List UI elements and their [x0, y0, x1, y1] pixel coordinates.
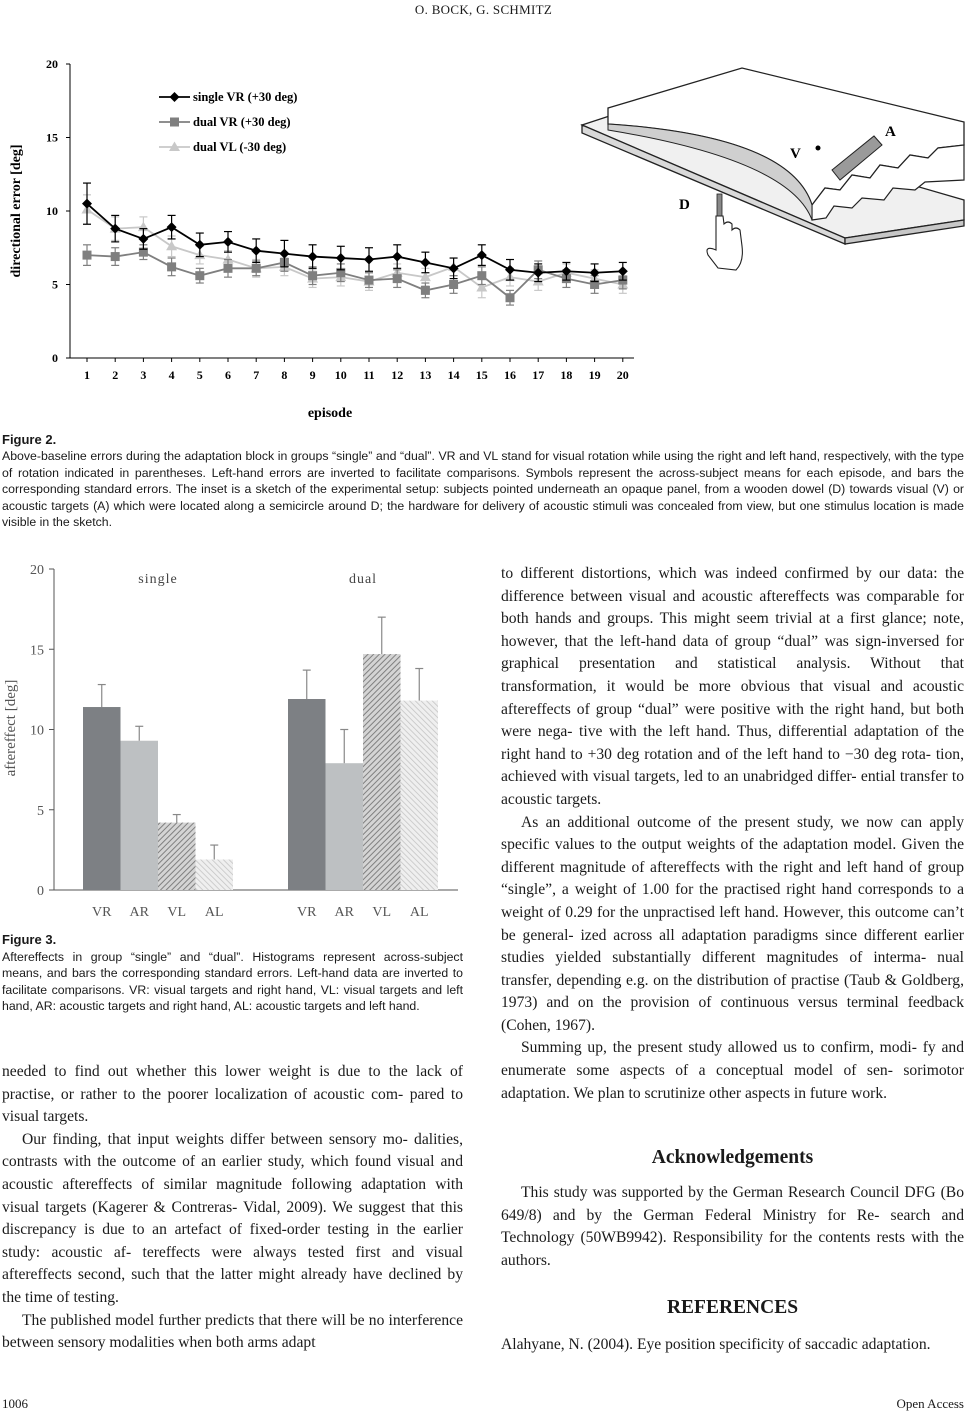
data-point — [167, 262, 176, 271]
reference-entry: Alahyane, N. (2004). Eye position specificity of saccadic adaptation. — [501, 1336, 931, 1353]
figure-2-caption-text: Above-baseline errors during the adaptation block in groups “single” and “dual”. VR and VL stand for visual rotation while using the right and left hand, respectively, with the type of rotation indicated in parentheses. Left-hand errors are inverted to facilitate comparisons. Symbols represent the across-subject means for each episode, and bars the corresponding standard errors. The inset is a sketch of the experimental setup: subjects pointed underneath an opaque panel, from a wooden dowel (D) towards visual (V) or acoustic targets (A) which were located along a semicircle around D; the hardware for delivery of acoustic stimuli was concealed from view, but one stimulus location is made visible in the sketch. — [2, 449, 964, 530]
legend-marker — [170, 92, 180, 102]
footer-open-access: Open Access — [896, 1396, 964, 1411]
bar — [196, 860, 234, 890]
figure-2 — [0, 40, 967, 425]
figure-2-caption-title: Figure 2. — [2, 432, 57, 447]
x-tick-label: 15 — [475, 368, 488, 382]
x-tick-label: 11 — [363, 368, 375, 382]
sketch-label-v: V — [790, 146, 801, 162]
figure-3-caption-text: Aftereffects in group “single” and “dual”. Histograms represent across-subject means, and bars the corresponding standard errors. Left-hand data are inverted to facilitate comparisons. VR: visual targets and right hand, VL: visual targets and left hand, AR: acoustic targets and right hand, AL: acoustic targets and left hand. — [2, 949, 463, 1014]
sketch-label-d: D — [679, 197, 690, 213]
x-tick-label: 16 — [504, 368, 516, 382]
data-point — [111, 252, 120, 261]
sketch-hand — [707, 216, 742, 270]
sketch-dowel — [717, 194, 722, 216]
x-tick-label: 8 — [281, 368, 288, 382]
data-point — [195, 271, 204, 280]
y-axis-label: directional error [deg] — [9, 144, 24, 278]
references-heading: REFERENCES — [666, 1297, 799, 1318]
bar — [288, 699, 326, 890]
data-point — [420, 257, 430, 267]
figure-2-caption — [2, 432, 964, 530]
data-point — [223, 237, 233, 247]
figure-3 — [0, 552, 480, 932]
paragraph: As an additional outcome of the present study, we now can apply specific values to the output weights of the adaptation model. Given the different magnitude of aftereffects with the right and left hand of group “single”, a weight of 1.00 for the practised right hand corresponds to a weight of 0.29 for the unpractised left hand. However, this outcome can’t be general- ized across all adaptation paradigms since different earlier studies yielded substantially different magnitudes of interma- nual transfer, depending e.g. on the distribution of practise (Taub & Goldberg, 1973) and on the provision of continuous versus terminal feedback (Cohen, 1967). — [501, 813, 964, 1034]
data-point — [477, 271, 486, 280]
data-point — [365, 276, 374, 285]
data-point — [138, 234, 148, 244]
x-tick-label: 5 — [196, 368, 203, 382]
x-tick-label: 3 — [140, 368, 147, 382]
data-point — [279, 249, 289, 259]
page-number: 1006 — [2, 1396, 28, 1411]
bar — [158, 823, 196, 890]
data-point — [252, 264, 261, 273]
x-tick-label: VL — [167, 905, 187, 920]
x-tick-label: VR — [297, 905, 317, 920]
data-point — [449, 280, 458, 289]
bar — [363, 654, 401, 890]
sketch-label-a: A — [885, 124, 896, 140]
data-point — [195, 240, 205, 250]
y-tick-label: 0 — [37, 884, 44, 899]
y-tick-label: 0 — [52, 351, 58, 365]
x-axis-label: episode — [307, 406, 353, 421]
x-tick-label: 2 — [112, 368, 119, 382]
y-tick-label: 15 — [46, 130, 58, 145]
x-tick-label: 12 — [391, 368, 404, 382]
legend-marker — [170, 118, 179, 127]
legend-label: single VR (+30 deg) — [193, 90, 298, 104]
bar — [326, 763, 364, 890]
x-tick-label: 9 — [309, 368, 316, 382]
y-axis-label: aftereffect [deg] — [3, 679, 19, 777]
x-tick-label: AR — [334, 905, 354, 920]
data-point — [308, 252, 318, 262]
x-axis — [70, 358, 634, 382]
paragraph: needed to find out whether this lower weight is due to the lack of practise, or rather to the poorer localization of acoustic com- pared to visual targets. — [2, 1063, 463, 1126]
y-tick-label: 5 — [37, 803, 44, 819]
acknowledgements-heading: Acknowledgements — [651, 1147, 814, 1168]
running-head: O. BOCK, G. SCHMITZ — [414, 2, 553, 17]
x-tick-label: AR — [129, 905, 149, 920]
x-tick-label: 6 — [225, 368, 231, 382]
y-tick-label: 5 — [52, 277, 58, 292]
references-list — [501, 1334, 964, 1357]
data-point — [506, 293, 515, 302]
x-tick-label: VR — [92, 905, 112, 920]
legend-label: dual VL (-30 deg) — [193, 140, 287, 154]
acknowledgements-text — [501, 1182, 964, 1272]
legend-label: dual VR (+30 deg) — [193, 115, 291, 129]
data-point — [83, 251, 92, 260]
left-column — [2, 1061, 463, 1355]
data-point — [477, 250, 487, 260]
figure-3-caption-title: Figure 3. — [2, 932, 57, 947]
x-tick-label: 19 — [588, 368, 601, 382]
x-tick-label: 13 — [419, 368, 432, 382]
x-tick-label: 4 — [168, 368, 175, 382]
x-tick-label: 7 — [253, 368, 260, 382]
x-tick-label: 17 — [532, 368, 545, 382]
series-2 — [83, 245, 628, 305]
x-tick-label: AL — [409, 905, 429, 920]
y-tick-label: 20 — [46, 57, 58, 71]
paragraph: Summing up, the present study allowed us to confirm, modi- fy and enumerate some aspects of a conceptual model of sen- sorimotor adaptation. We plan to scrutinize other aspects in future work. — [501, 1039, 964, 1102]
bar — [121, 741, 159, 890]
x-tick-label: VL — [372, 905, 392, 920]
data-point — [618, 266, 628, 276]
data-point — [336, 253, 346, 263]
right-column — [501, 563, 964, 1105]
sketch-visual-target — [816, 146, 821, 151]
bar — [83, 707, 121, 890]
bar — [401, 701, 439, 890]
group-label: dual — [348, 572, 378, 587]
data-point — [421, 286, 430, 295]
legend — [159, 90, 297, 154]
x-tick-label: AL — [204, 905, 224, 920]
y-tick-label: 10 — [30, 723, 44, 739]
figure-3-caption — [2, 932, 463, 1015]
data-point — [449, 263, 459, 273]
series-3 — [82, 195, 629, 298]
x-tick-label: 10 — [334, 368, 347, 382]
y-tick-label: 15 — [30, 643, 44, 659]
data-point — [167, 222, 177, 232]
x-tick-label: 14 — [447, 368, 460, 382]
data-point — [505, 265, 515, 275]
data-point — [393, 274, 402, 283]
y-tick-label: 10 — [46, 204, 58, 218]
x-tick-label: 1 — [84, 368, 90, 382]
data-point — [166, 241, 177, 251]
paragraph: This study was supported by the German Research Council DFG (Bo 649/8) and by the German Federal Ministry for Re- search and Technology (50WB9942). Responsibility for the contents rests with the authors. — [501, 1184, 964, 1269]
data-point — [251, 246, 261, 256]
plot-series — [82, 183, 629, 305]
paragraph: Our finding, that input weights differ between sensory mo- dalities, contrasts with the outcome of an earlier study, which found visual and acoustic aftereffects of similar magnitude following adaptation with visual targets (Kagerer & Contreras- Vidal, 2009). We suggest that this discrepancy is due to an artefact of fixed-order testing in the earlier study: acoustic af- tereffects were always tested first and visual aftereffects second, such that the latter might already have declined by the time of testing. — [2, 1130, 463, 1306]
data-point — [392, 252, 402, 262]
x-tick-label: 18 — [560, 368, 573, 382]
x-tick-label: 20 — [616, 368, 629, 382]
data-point — [224, 264, 233, 273]
data-point — [308, 271, 317, 280]
y-axis — [46, 57, 70, 365]
data-point — [364, 255, 374, 265]
paragraph: to different distortions, which was indeed confirmed by our data: the difference between visual and acoustic aftereffects was comparable for both hands and groups. This might seem trivial at a first glance; note, however, that the left-hand data of group “dual” was sign-inversed for graphical presentation and statistical analysis. Without that transformation, it would be more obvious that visual and acoustic aftereffects of group “dual” were positive with the right hand, but both were nega- tive with the left hand. Thus, differential adaptation of the right hand to +30 deg rotation and of the left hand to −30 deg rota- tion, achieved with visual targets, led to an unabridged differ- ential transfer to acoustic targets. — [501, 565, 964, 808]
paragraph: The published model further predicts that there will be no interference between sensory modalities when both arms adapt — [2, 1311, 463, 1352]
setup-sketch — [582, 68, 964, 270]
y-tick-label: 20 — [30, 563, 44, 578]
series-1 — [82, 183, 628, 281]
group-label: single — [138, 572, 178, 587]
